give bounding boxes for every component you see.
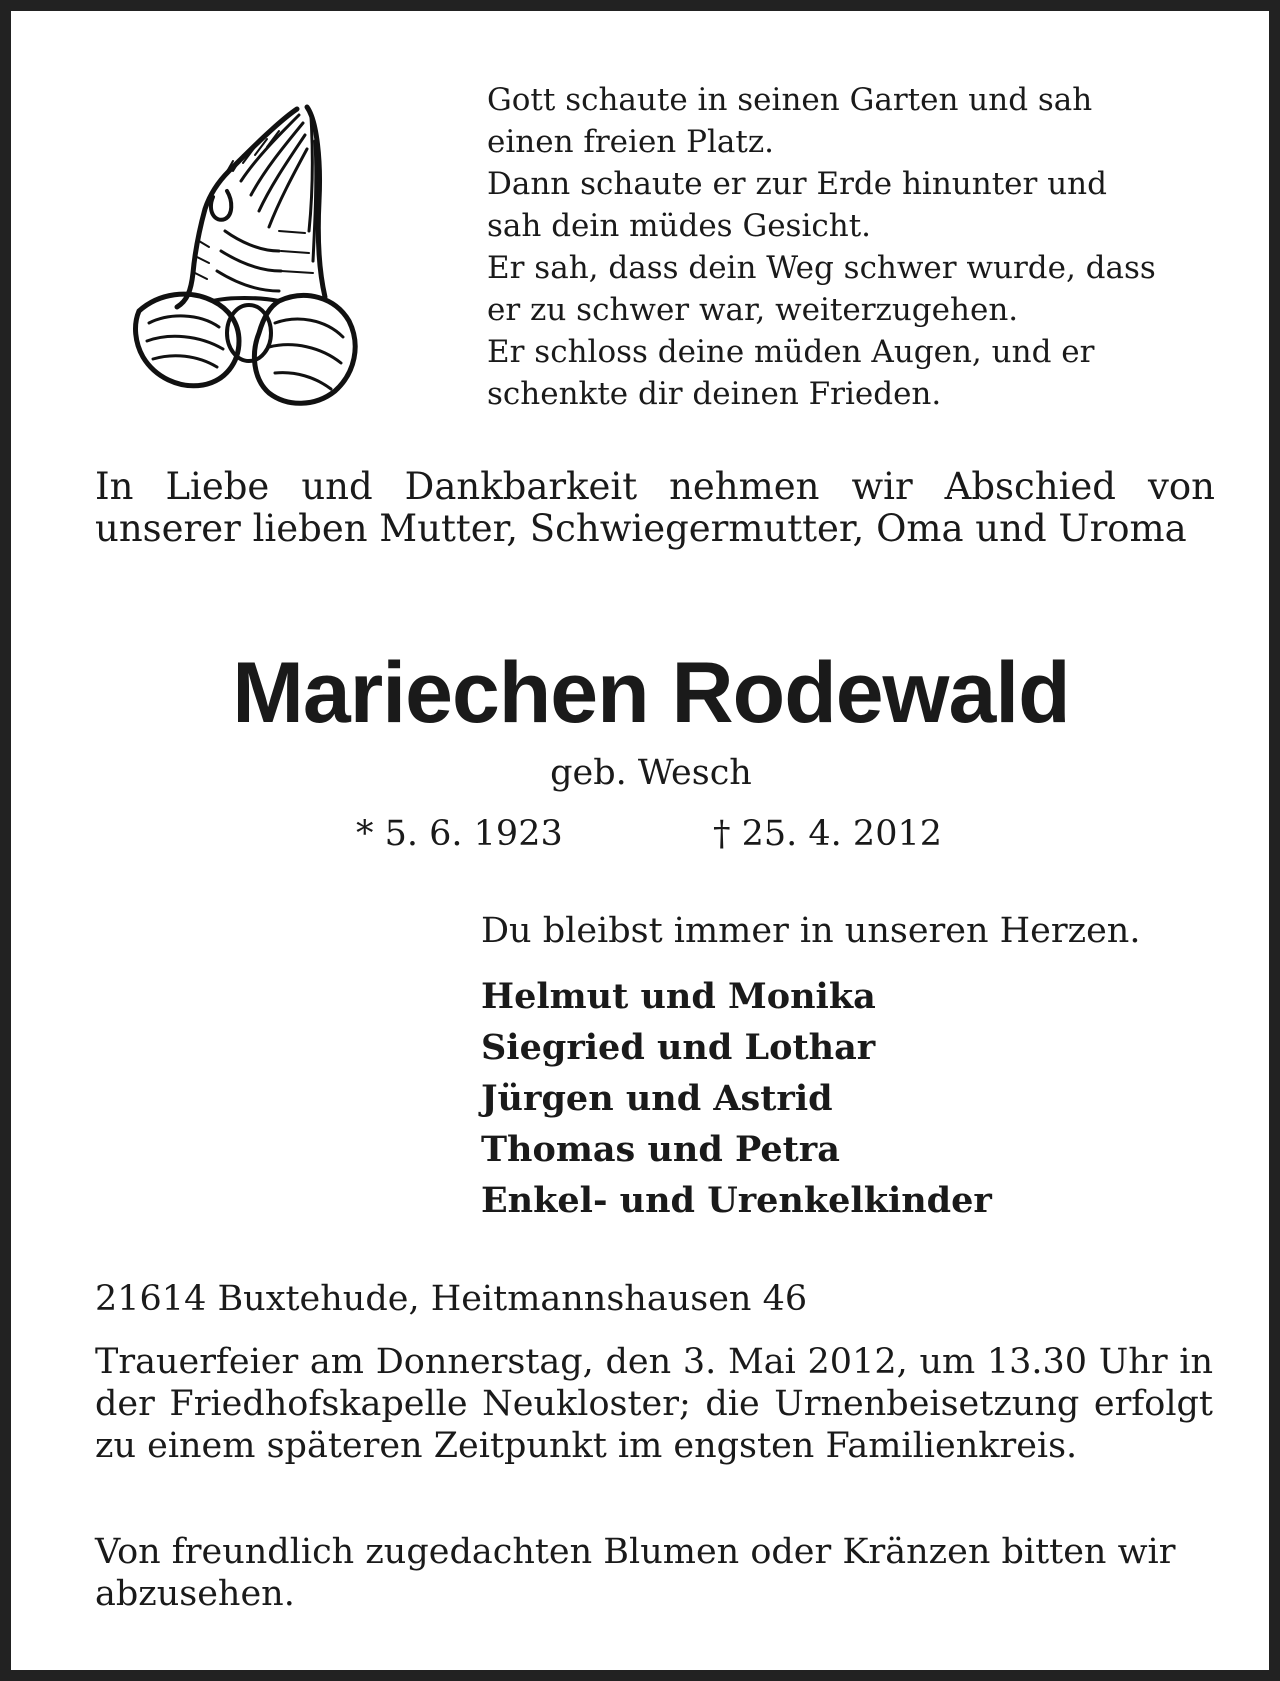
birth-date: * 5. 6. 1923 (356, 814, 563, 854)
poem-line: er zu schwer war, weiterzugehen. (487, 292, 1019, 328)
death-date: † 25. 4. 2012 (713, 814, 943, 854)
poem-line: Er sah, dass dein Weg schwer wurde, dass (487, 250, 1156, 286)
praying-hands-icon (129, 101, 359, 411)
survivor-item: Thomas und Petra (481, 1129, 840, 1170)
survivors-list (481, 971, 992, 1226)
poem (487, 79, 1227, 415)
poem-line: schenkte dir deinen Frieden. (487, 376, 942, 412)
poem-line: Gott schaute in seinen Garten und sah (487, 82, 1093, 118)
maiden-name: geb. Wesch (550, 753, 752, 793)
poem-line: Er schloss deine müden Augen, und er (487, 334, 1095, 370)
address: 21614 Buxtehude, Heitmannshausen 46 (95, 1279, 808, 1319)
survivor-item: Helmut und Monika (481, 976, 876, 1017)
survivor-item: Siegried und Lothar (481, 1027, 876, 1068)
deceased-name: Mariechen Rodewald (232, 645, 1070, 741)
flowers-note: Von freundlich zugedachten Blumen oder Kränzen bitten wir abzusehen. (95, 1532, 1176, 1614)
poem-line: sah dein müdes Gesicht. (487, 208, 872, 244)
ceremony-info: Trauerfeier am Donnerstag, den 3. Mai 2012, um 13.30 Uhr in der Friedhofskapelle Neukloster; die Urnenbeisetzung erfolgt zu einem späteren Zeitpunkt im engsten Familienkreis. (95, 1342, 1213, 1466)
survivor-item: Enkel- und Urenkelkinder (481, 1180, 992, 1221)
poem-line: Dann schaute er zur Erde hinunter und (487, 166, 1107, 202)
survivor-item: Jürgen und Astrid (481, 1078, 833, 1119)
poem-line: einen freien Platz. (487, 124, 775, 160)
motto: Du bleibst immer in unseren Herzen. (481, 911, 1141, 951)
farewell-intro: In Liebe und Dankbarkeit nehmen wir Abschied von unserer lieben Mutter, Schwiegermutter, Oma und Uroma (95, 465, 1215, 550)
